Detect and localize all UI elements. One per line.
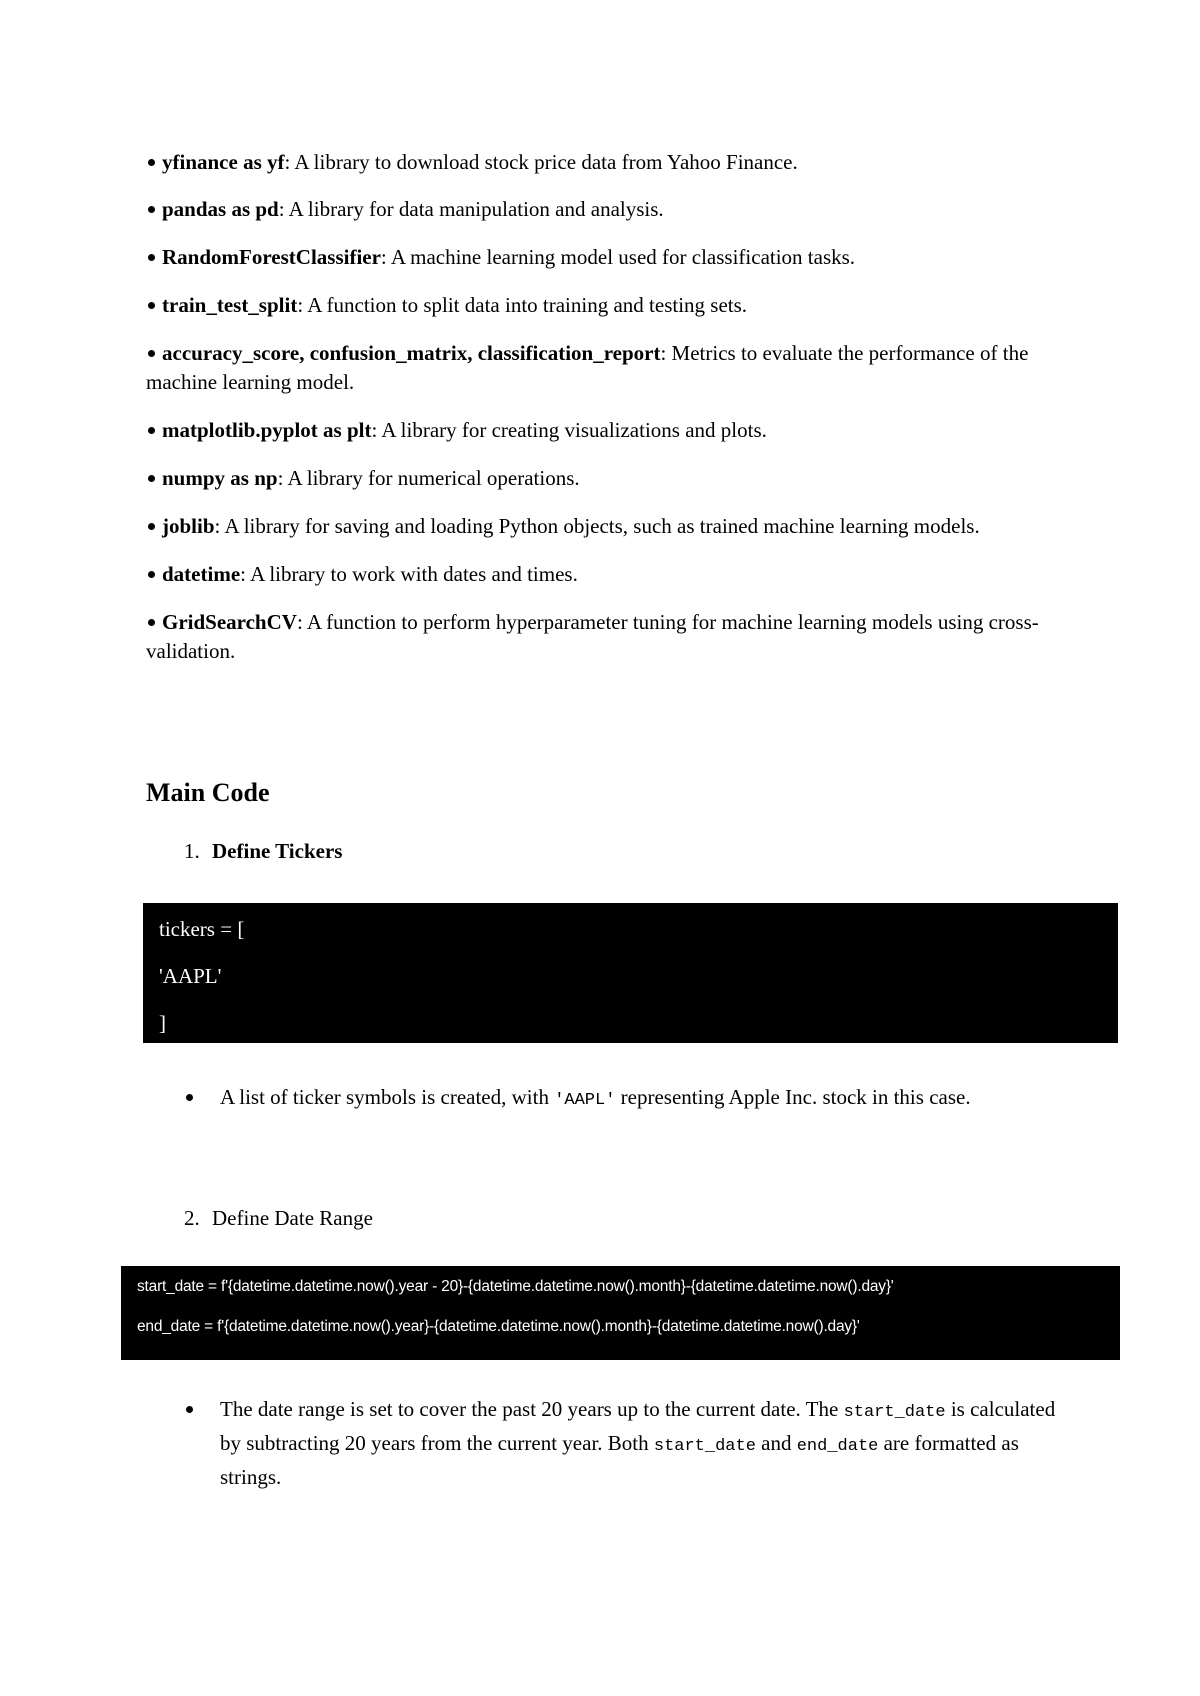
- inline-code: 'AAPL': [554, 1091, 616, 1110]
- bullet-icon: [184, 1394, 220, 1493]
- bullet-icon: [148, 302, 155, 309]
- library-description: : A function to perform hyperparameter tuning for machine learning models using cross-validation.: [146, 610, 1039, 663]
- bullet-icon: [148, 475, 155, 482]
- library-name: GridSearchCV: [162, 610, 297, 634]
- library-description: : A library for numerical operations.: [277, 466, 580, 490]
- bullet-icon: [148, 159, 155, 166]
- library-name: joblib: [162, 514, 215, 538]
- code-line: ]: [159, 1011, 166, 1035]
- library-name: datetime: [162, 562, 241, 586]
- list-item: [146, 512, 1066, 541]
- library-name: accuracy_score, confusion_matrix, classification_report: [162, 341, 661, 365]
- text-fragment: and: [755, 1431, 797, 1455]
- library-name: train_test_split: [162, 293, 298, 317]
- bullet-icon: [148, 350, 155, 357]
- bullet-icon: [148, 254, 155, 261]
- library-name: RandomForestClassifier: [162, 245, 381, 269]
- library-description: : A library for creating visualizations and plots.: [371, 418, 767, 442]
- bullet-icon: [184, 1082, 220, 1116]
- inline-code: end_date: [796, 1437, 879, 1456]
- code-line: tickers = [: [159, 917, 245, 941]
- library-description: : A function to split data into training and testing sets.: [297, 293, 748, 317]
- text-fragment: are formatted as strings.: [220, 1431, 1019, 1489]
- step-number: 2.: [184, 1206, 200, 1230]
- list-item: [146, 416, 1066, 445]
- text-fragment: The date range is set to cover the past 20 years up to the current date. The: [220, 1397, 844, 1421]
- text-fragment: representing Apple Inc. stock in this case.: [615, 1085, 971, 1109]
- section-heading: Main Code: [146, 778, 270, 807]
- bullet-icon: [148, 523, 155, 530]
- library-name: yfinance as yf: [162, 150, 285, 174]
- explanation-text: [220, 1082, 971, 1116]
- explanation-tickers: [184, 1082, 1064, 1116]
- inline-code: start_date: [843, 1403, 946, 1422]
- library-name: pandas as pd: [162, 197, 279, 221]
- text-fragment: is calculated by subtracting 20 years from the current year. Both: [220, 1397, 1056, 1455]
- step-number: 1.: [184, 839, 200, 863]
- library-description: : A library to work with dates and times.: [240, 562, 578, 586]
- library-description: : Metrics to evaluate the performance of the machine learning model.: [146, 341, 1029, 394]
- library-description: : A library to download stock price data from Yahoo Finance.: [284, 150, 798, 174]
- code-block-dates: [121, 1266, 1120, 1360]
- inline-code: start_date: [653, 1437, 756, 1456]
- step-define-date-range: [146, 1206, 373, 1231]
- list-item: [146, 291, 1066, 320]
- list-item: [146, 195, 1066, 224]
- step-title: Define Tickers: [212, 839, 343, 863]
- code-line: start_date = f'{datetime.datetime.now().year - 20}-{datetime.datetime.now().month}-{datetime.datetime.now().day}': [137, 1278, 894, 1295]
- list-item: [146, 464, 1066, 493]
- bullet-icon: [148, 427, 155, 434]
- code-block-tickers: [143, 903, 1118, 1043]
- list-item: [146, 148, 1066, 177]
- bullet-icon: [148, 571, 155, 578]
- library-description: : A machine learning model used for classification tasks.: [380, 245, 856, 269]
- bullet-icon: [148, 619, 155, 626]
- bullet-icon: [148, 206, 155, 213]
- library-name: numpy as np: [162, 466, 278, 490]
- list-item: [146, 608, 1066, 666]
- text-fragment: A list of ticker symbols is created, with: [220, 1085, 555, 1109]
- step-define-tickers: [146, 839, 342, 864]
- library-description: : A library for saving and loading Python objects, such as trained machine learning models.: [214, 514, 980, 538]
- list-item: [146, 243, 1066, 272]
- code-line: 'AAPL': [159, 964, 222, 988]
- explanation-dates: [184, 1394, 1064, 1493]
- explanation-text: [220, 1394, 1064, 1493]
- library-list: [146, 148, 1066, 685]
- step-title: Define Date Range: [212, 1206, 373, 1230]
- library-description: : A library for data manipulation and analysis.: [278, 197, 664, 221]
- list-item: [146, 560, 1066, 589]
- list-item: [146, 339, 1066, 397]
- code-line: end_date = f'{datetime.datetime.now().year}-{datetime.datetime.now().month}-{datetime.datetime.now().day}': [137, 1318, 860, 1335]
- library-name: matplotlib.pyplot as plt: [162, 418, 372, 442]
